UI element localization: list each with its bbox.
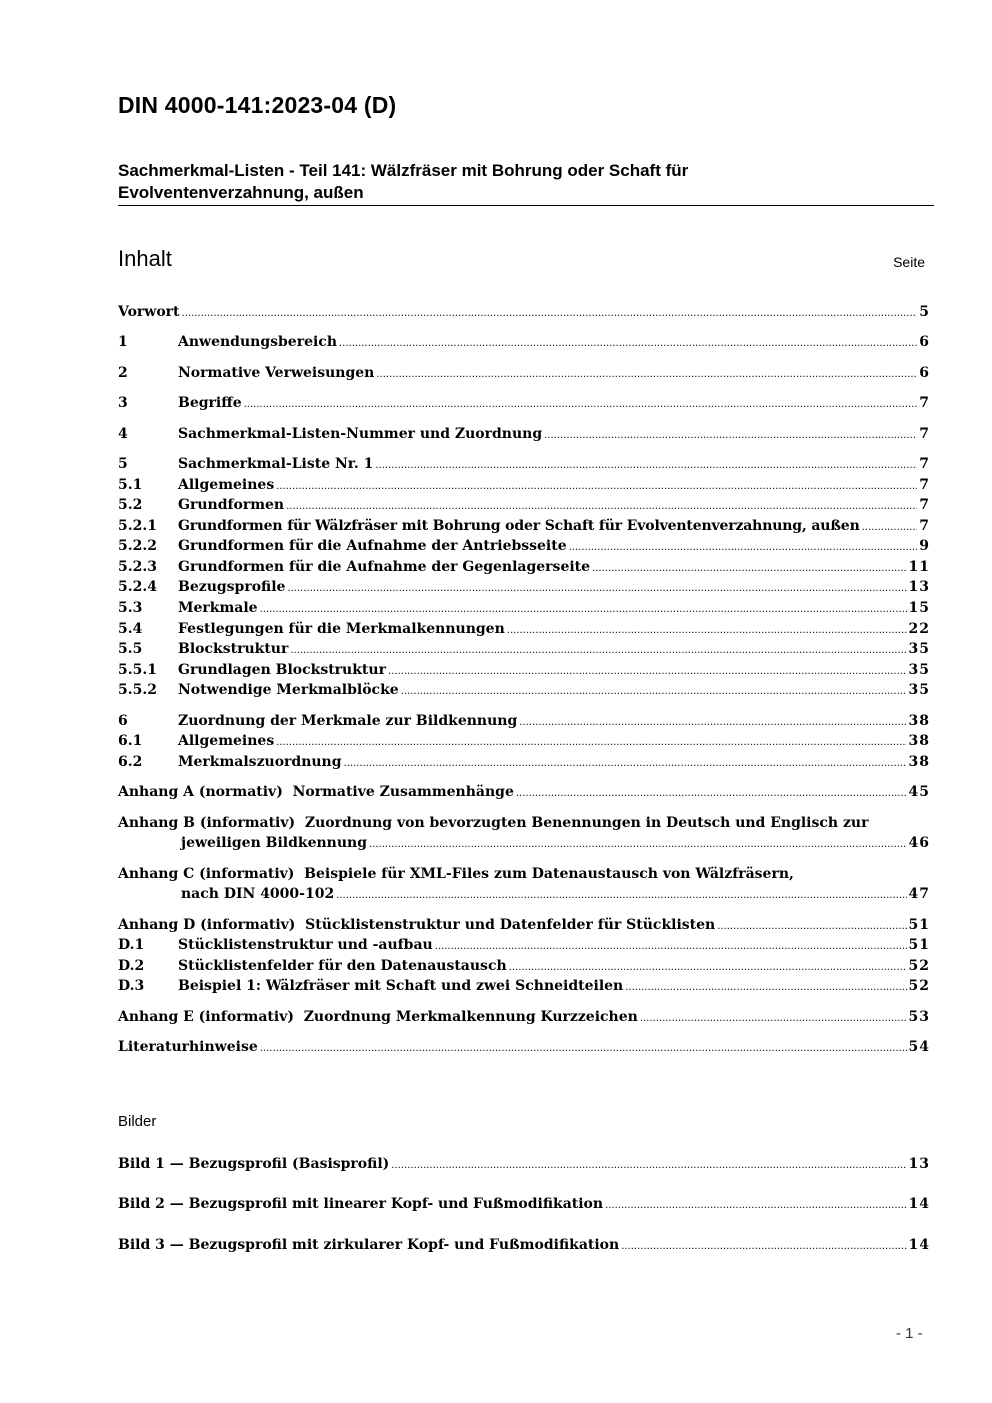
toc-leader-dots [260,598,907,620]
toc-entry-anhang-e[interactable] [118,1007,930,1029]
toc-leader-dots [287,577,906,599]
figure-entry-page: 13 [908,1156,930,1172]
toc-entry-page: 38 [908,754,930,770]
toc-entry-anhang-b[interactable] [118,813,930,853]
toc-entry-number: D.2 [118,958,145,974]
subtitle-line-1: Sachmerkmal-Listen - Teil 141: Wälzfräser mit Bohrung oder Schaft für [118,161,689,180]
toc-leader-dots [605,1194,906,1216]
toc-leader-dots [592,557,906,579]
figures-heading: Bilder [118,1113,157,1130]
toc-entry-title: Grundformen für die Aufnahme der Gegenlagerseite [178,559,591,575]
figure-entry-page: 14 [908,1196,930,1212]
toc-entry-number: 4 [118,426,128,442]
toc-entry-number: 5.2.2 [118,538,157,554]
toc-leader-dots [375,454,917,476]
toc-entry-number: D.3 [118,978,145,994]
toc-entry-6[interactable] [118,711,930,733]
toc-entry-number: 1 [118,334,128,350]
figure-entry-page: 14 [908,1237,930,1253]
toc-leader-dots [276,731,906,753]
toc-entry-page: 6 [919,365,930,381]
toc-entry-title: Allgemeines [178,733,275,749]
toc-entry-page: 7 [919,395,930,411]
page-number: - 1 - [896,1325,923,1342]
subtitle-line-2: Evolventenverzahnung, außen [118,183,364,202]
document-subtitle [118,160,933,204]
toc-entry-title-continued: jeweiligen Bildkennung [181,835,368,851]
toc-entry-title: Merkmale [178,600,258,616]
toc-page-label: Seite [893,254,925,270]
toc-entry-anhang-d[interactable] [118,915,930,937]
toc-entry-number: 5.3 [118,600,143,616]
toc-entry-page: 7 [919,456,930,472]
toc-entry-page: 47 [908,886,930,902]
toc-leader-dots [717,915,906,937]
toc-entry-5-5[interactable] [118,639,930,661]
toc-entry-title: Blockstruktur [178,641,289,657]
figure-entry-title: Bild 2 — Bezugsprofil mit linearer Kopf- und Fußmodifikation [118,1196,604,1212]
toc-entry-title: Merkmalszuordnung [178,754,342,770]
toc-entry-number: 5.5 [118,641,143,657]
toc-leader-dots [519,711,906,733]
toc-leader-dots [507,619,907,641]
toc-entry-anhang-c[interactable] [118,864,930,904]
toc-entry-number: 2 [118,365,128,381]
toc-entry-title: Allgemeines [178,477,275,493]
toc-entry-title: Normative Verweisungen [178,365,375,381]
toc-entry-page: 38 [908,733,930,749]
title-divider [118,205,934,206]
toc-leader-dots [369,833,907,855]
toc-entry-title: Notwendige Merkmalblöcke [178,682,399,698]
toc-entry-title: Anhang C (informativ) Beispiele für XML-Files zum Datenaustausch von Wälzfräsern, [118,866,794,882]
toc-entry-page: 52 [908,958,930,974]
toc-entry-page: 52 [908,978,930,994]
toc-entry-5-4[interactable] [118,619,930,641]
toc-entry-page: 51 [908,917,930,933]
toc-entry-vorwort[interactable] [118,302,930,324]
figure-entry-3[interactable] [118,1235,930,1257]
document-title: DIN 4000-141:2023-04 (D) [118,92,397,118]
toc-entry-page: 11 [908,559,930,575]
toc-entry-page: 35 [908,682,930,698]
toc-entry-page: 35 [908,641,930,657]
toc-entry-number: 6 [118,713,128,729]
toc-heading: Inhalt [118,246,172,271]
toc-entry-number: 6.2 [118,754,143,770]
toc-leader-dots [286,495,917,517]
toc-leader-dots [625,976,906,998]
toc-entry-5-1[interactable] [118,475,930,497]
toc-entry-title: Sachmerkmal-Listen-Nummer und Zuordnung [178,426,543,442]
toc-entry-title: Stücklistenstruktur und -aufbau [178,937,433,953]
toc-leader-dots [260,1037,907,1059]
toc-leader-dots [182,302,918,324]
toc-entry-title: Zuordnung der Merkmale zur Bildkennung [178,713,518,729]
toc-leader-dots [336,884,906,906]
toc-leader-dots [344,752,907,774]
toc-leader-dots [544,424,917,446]
toc-entry-5-5-1[interactable] [118,660,930,682]
toc-entry-title: Anhang A (normativ) Normative Zusammenhänge [118,784,514,800]
toc-leader-dots [509,956,907,978]
toc-leader-dots [401,680,907,702]
toc-entry-number: 5.5.2 [118,682,157,698]
toc-entry-number: 5.2.1 [118,518,157,534]
toc-entry-3[interactable] [118,393,930,415]
toc-entry-title: Beispiel 1: Wälzfräser mit Schaft und zwei Schneidteilen [178,978,624,994]
toc-entry-title-continued: nach DIN 4000-102 [181,886,335,902]
toc-entry-number: 5.4 [118,621,143,637]
toc-entry-number: 6.1 [118,733,143,749]
toc-entry-page: 5 [919,304,930,320]
toc-entry-title: Grundformen für die Aufnahme der Antriebsseite [178,538,567,554]
toc-entry-title: Sachmerkmal-Liste Nr. 1 [178,456,374,472]
toc-entry-title: Anhang E (informativ) Zuordnung Merkmalkennung Kurzzeichen [118,1009,638,1025]
toc-leader-dots [516,782,907,804]
toc-entry-page: 46 [908,835,930,851]
toc-entry-4[interactable] [118,424,930,446]
toc-entry-d-2[interactable] [118,956,930,978]
toc-entry-5-5-2[interactable] [118,680,930,702]
toc-leader-dots [388,660,907,682]
toc-leader-dots [862,516,918,538]
toc-leader-dots [435,935,907,957]
toc-entry-number: 5 [118,456,128,472]
toc-entry-5-3[interactable] [118,598,930,620]
toc-entry-title: Grundlagen Blockstruktur [178,662,386,678]
toc-entry-literaturhinweise[interactable] [118,1037,930,1059]
toc-leader-dots [391,1154,906,1176]
toc-entry-5-2-1[interactable] [118,516,930,538]
toc-entry-page: 35 [908,662,930,678]
figure-entry-title: Bild 3 — Bezugsprofil mit zirkularer Kopf- und Fußmodifikation [118,1237,620,1253]
toc-entry-page: 53 [908,1009,930,1025]
toc-entry-d-1[interactable] [118,935,930,957]
toc-entry-5[interactable] [118,454,930,476]
toc-entry-page: 22 [908,621,930,637]
toc-leader-dots [376,363,917,385]
toc-entry-title: Stücklistenfelder für den Datenaustausch [178,958,507,974]
toc-entry-title: Bezugsprofile [178,579,286,595]
toc-entry-number: 5.1 [118,477,143,493]
toc-entry-title: Festlegungen für die Merkmalkennungen [178,621,505,637]
toc-leader-dots [569,536,918,558]
toc-entry-5-2-2[interactable] [118,536,930,558]
toc-entry-number: 3 [118,395,128,411]
toc-entry-page: 13 [908,579,930,595]
toc-entry-number: 5.2.3 [118,559,157,575]
toc-entry-6-1[interactable] [118,731,930,753]
toc-entry-page: 7 [919,518,930,534]
toc-leader-dots [339,332,917,354]
toc-entry-page: 15 [908,600,930,616]
toc-leader-dots [290,639,906,661]
toc-entry-page: 51 [908,937,930,953]
toc-entry-page: 38 [908,713,930,729]
toc-entry-title: Literaturhinweise [118,1039,258,1055]
toc-entry-page: 9 [919,538,930,554]
toc-entry-5-2-4[interactable] [118,577,930,599]
toc-entry-number: 5.2.4 [118,579,157,595]
toc-entry-5-2-3[interactable] [118,557,930,579]
toc-entry-2[interactable] [118,363,930,385]
toc-entry-title: Anhang B (informativ) Zuordnung von bevorzugten Benennungen in Deutsch und Englisch zur [118,815,869,831]
toc-entry-title: Grundformen [178,497,285,513]
toc-leader-dots [244,393,918,415]
toc-entry-title: Anwendungsbereich [178,334,337,350]
toc-entry-number: 5.5.1 [118,662,157,678]
toc-entry-page: 7 [919,426,930,442]
toc-leader-dots [621,1235,906,1257]
toc-entry-1[interactable] [118,332,930,354]
figure-entry-title: Bild 1 — Bezugsprofil (Basisprofil) [118,1156,390,1172]
toc-leader-dots [640,1007,907,1029]
toc-entry-d-3[interactable] [118,976,930,998]
toc-leader-dots [276,475,917,497]
toc-entry-anhang-a[interactable] [118,782,930,804]
figure-entry-1[interactable] [118,1154,930,1176]
toc-entry-page: 7 [919,477,930,493]
figure-entry-2[interactable] [118,1194,930,1216]
toc-entry-title: Anhang D (informativ) Stücklistenstruktur und Datenfelder für Stücklisten [118,917,716,933]
toc-entry-page: 7 [919,497,930,513]
toc-entry-title: Begriffe [178,395,242,411]
toc-entry-title: Grundformen für Wälzfräser mit Bohrung oder Schaft für Evolventenverzahnung, außen [178,518,860,534]
toc-entry-number: D.1 [118,937,145,953]
toc-entry-5-2[interactable] [118,495,930,517]
toc-entry-page: 6 [919,334,930,350]
toc-entry-page: 54 [908,1039,930,1055]
toc-entry-number: 5.2 [118,497,143,513]
toc-entry-page: 45 [908,784,930,800]
toc-entry-6-2[interactable] [118,752,930,774]
toc-entry-title: Vorwort [118,304,180,320]
